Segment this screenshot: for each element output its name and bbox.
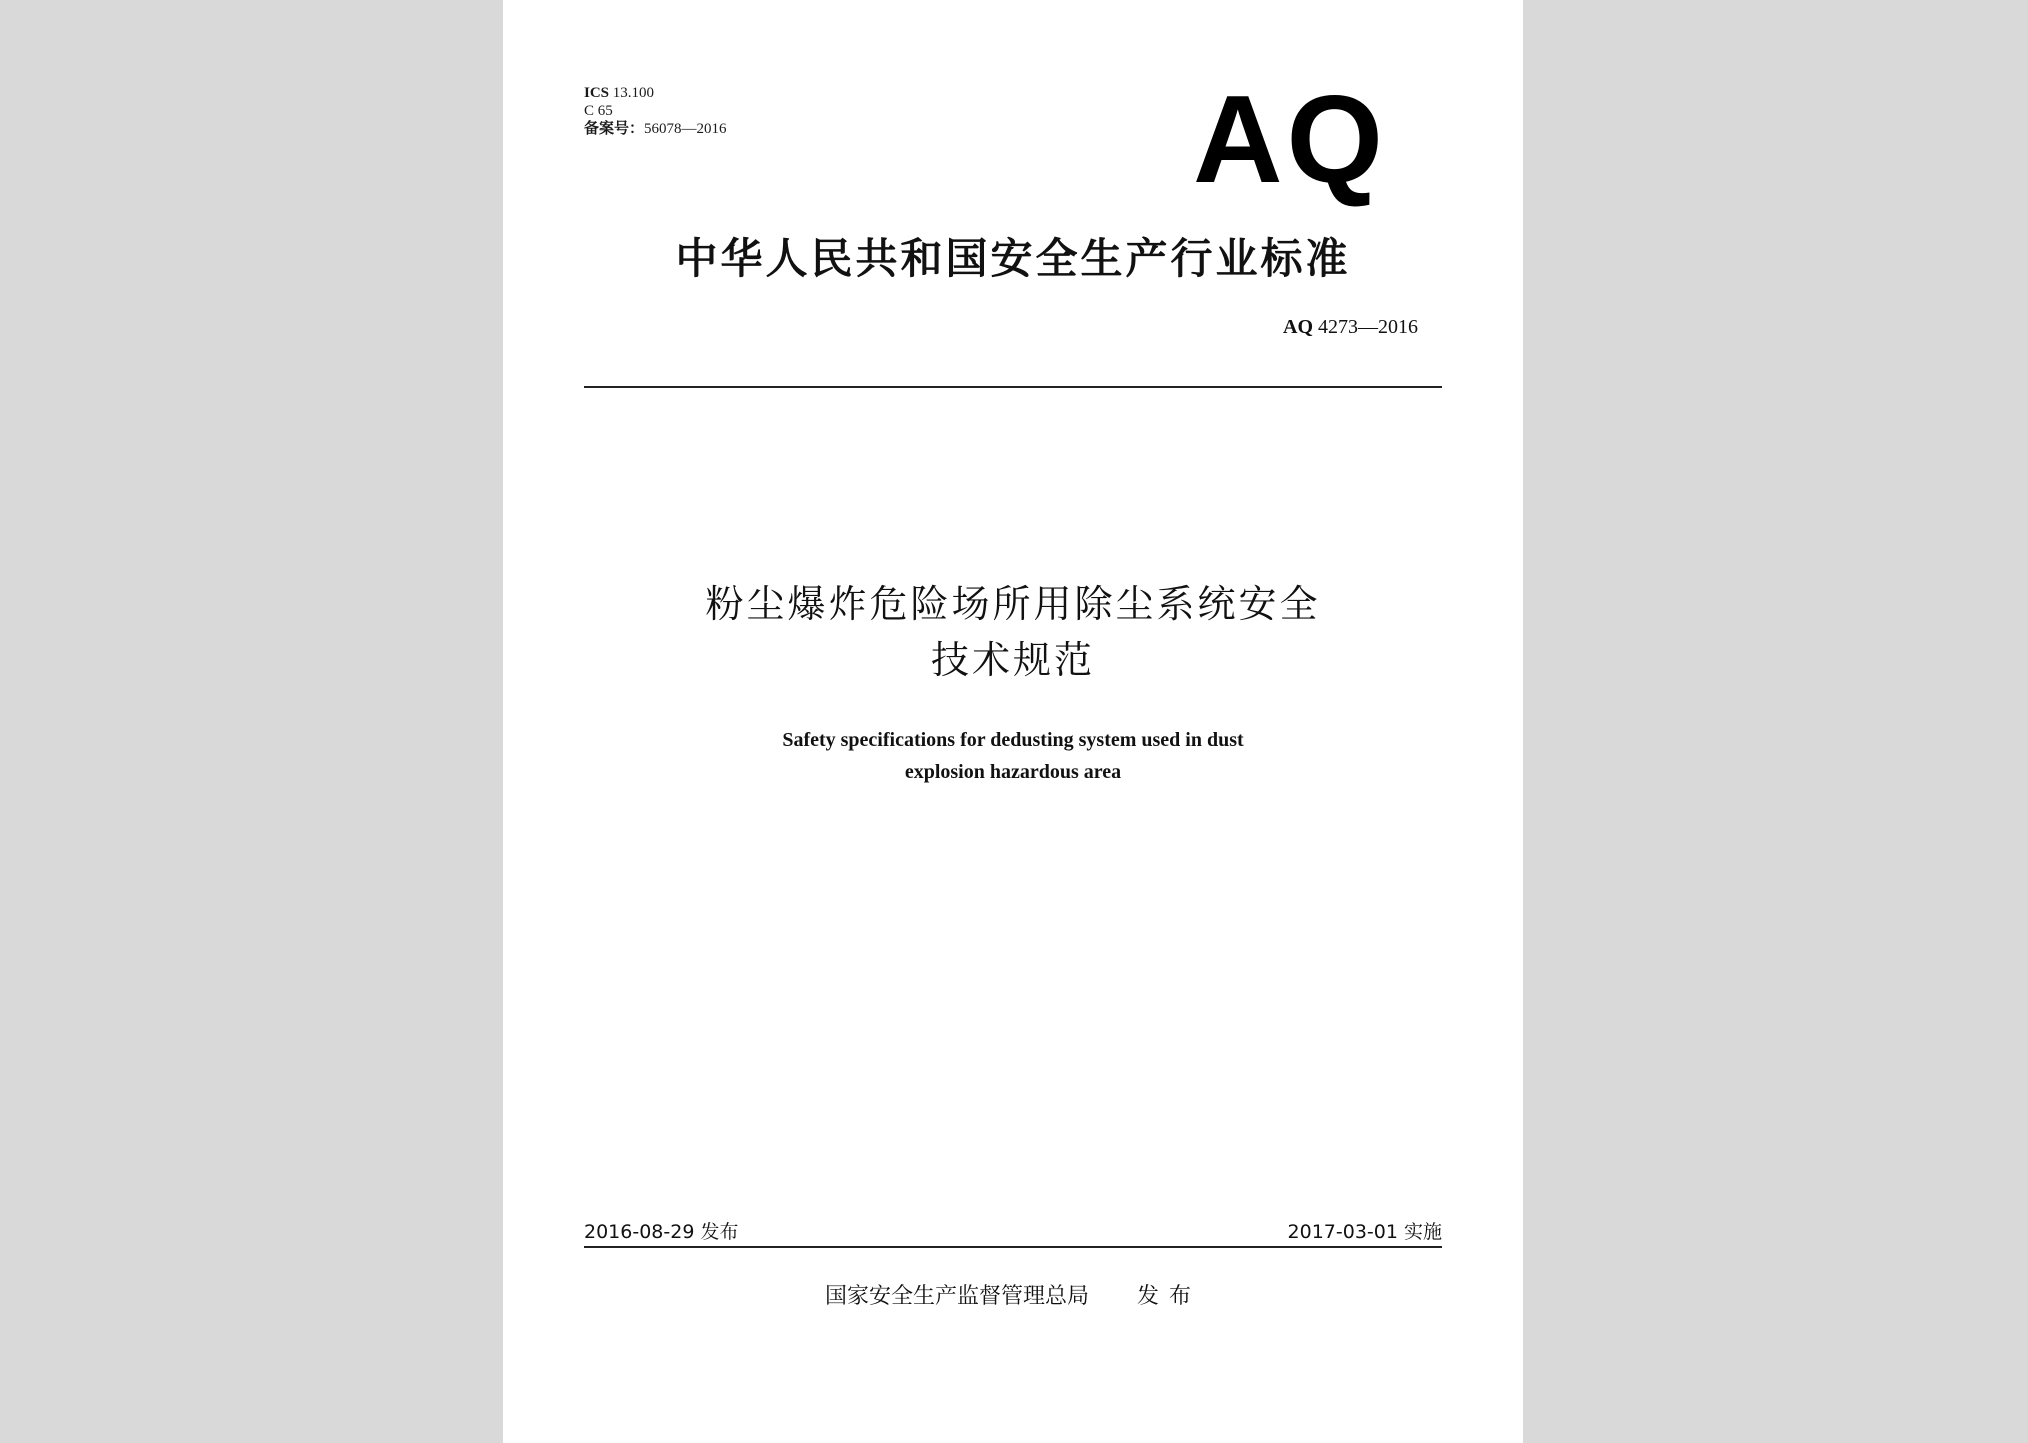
ccs-line bbox=[584, 102, 727, 120]
standard-code: 4273—2016 bbox=[1318, 316, 1418, 338]
english-title bbox=[503, 724, 1523, 788]
publisher-line bbox=[503, 1279, 1523, 1310]
record-number: 56078—2016 bbox=[644, 121, 727, 137]
record-label: 备案号： bbox=[584, 121, 645, 137]
industry-standard-title: 中华人民共和国安全生产行业标准 bbox=[675, 234, 1351, 283]
ccs-code: 65 bbox=[597, 103, 613, 119]
chinese-title-line-2: 技术规范 bbox=[930, 638, 1095, 682]
publisher-name: 国家安全生产监督管理总局 bbox=[824, 1284, 1089, 1309]
standard-prefix: AQ bbox=[1283, 316, 1313, 338]
classification-block bbox=[584, 84, 727, 138]
chinese-title bbox=[503, 576, 1523, 688]
record-line bbox=[584, 120, 727, 138]
issue-date: 2016-08-29 发布 bbox=[584, 1221, 739, 1243]
chinese-title-line-1: 粉尘爆炸危险场所用除尘系统安全 bbox=[705, 582, 1321, 626]
english-title-line-2: explosion hazardous area bbox=[904, 761, 1122, 783]
standard-number bbox=[1283, 316, 1418, 339]
publish-action: 发布 bbox=[1137, 1284, 1202, 1309]
english-title-line-1: Safety specifications for dedusting system used in dust bbox=[782, 729, 1244, 751]
ics-label: ICS bbox=[584, 85, 610, 101]
implementation-date: 2017-03-01 实施 bbox=[1287, 1221, 1442, 1243]
ccs-label: C bbox=[584, 103, 595, 119]
ics-code: 13.100 bbox=[612, 85, 655, 101]
top-divider bbox=[584, 386, 1442, 388]
ics-line bbox=[584, 84, 727, 102]
document-page bbox=[503, 0, 1523, 1443]
aq-logo: AQ bbox=[1193, 71, 1387, 209]
bottom-divider bbox=[584, 1246, 1442, 1248]
